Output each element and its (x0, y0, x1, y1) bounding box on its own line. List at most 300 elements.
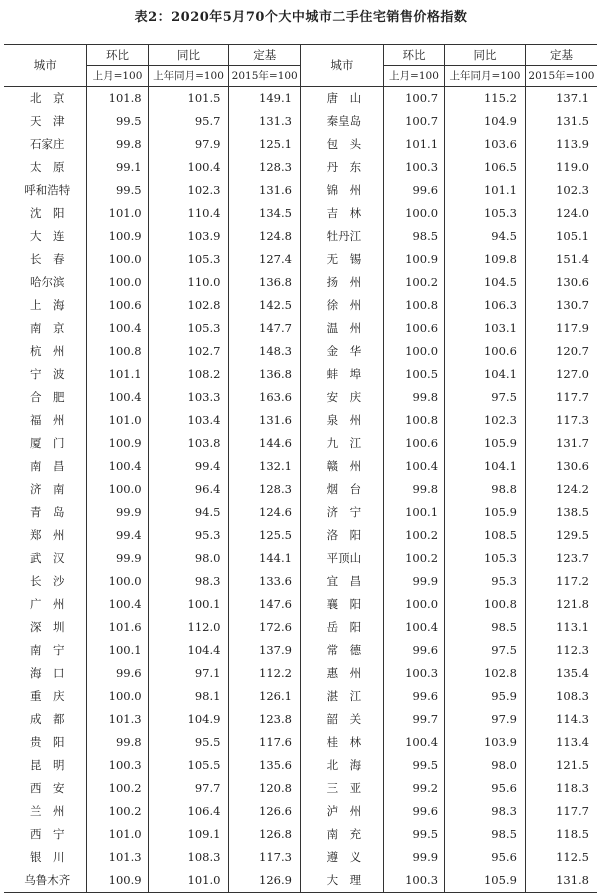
tb-value-left: 103.9 (148, 225, 229, 248)
tb-value-left: 101.0 (148, 869, 229, 893)
city-left: 深 圳 (29, 620, 65, 634)
dj-value-left: 148.3 (229, 340, 301, 363)
city-right: 泉 州 (300, 409, 383, 432)
price-index-table (4, 44, 597, 893)
hb-value-left: 100.4 (87, 455, 148, 478)
tb-value-left: 101.5 (148, 87, 229, 111)
city-right: 湛 江 (300, 685, 383, 708)
city-left: 太 原 (29, 160, 65, 174)
table-row (4, 754, 597, 777)
dj-header-right: 定基 (525, 45, 597, 66)
city-left: 南 宁 (29, 643, 65, 657)
hb-value-left: 100.0 (87, 685, 148, 708)
hb-value-right: 100.4 (383, 455, 444, 478)
city-left: 天 津 (29, 114, 65, 128)
city-right: 三 亚 (300, 777, 383, 800)
hb-value-left: 99.8 (87, 133, 148, 156)
tb-value-right: 106.5 (445, 156, 526, 179)
tb-value-left: 103.4 (148, 409, 229, 432)
hb-value-left: 100.9 (87, 869, 148, 893)
dj-value-left: 123.8 (229, 708, 301, 731)
hb-value-left: 101.0 (87, 823, 148, 846)
tb-value-left: 106.4 (148, 800, 229, 823)
tb-value-right: 103.6 (445, 133, 526, 156)
hb-value-right: 100.2 (383, 271, 444, 294)
hb-value-left: 100.2 (87, 800, 148, 823)
tb-value-right: 98.5 (445, 616, 526, 639)
tb-value-right: 95.6 (445, 846, 526, 869)
dj-value-left: 172.6 (229, 616, 301, 639)
city-right: 徐 州 (300, 294, 383, 317)
dj-value-left: 125.1 (229, 133, 301, 156)
tb-value-right: 104.5 (445, 271, 526, 294)
dj-value-right: 138.5 (525, 501, 597, 524)
tb-value-left: 110.0 (148, 271, 229, 294)
city-right: 丹 东 (300, 156, 383, 179)
hb-value-left: 100.6 (87, 294, 148, 317)
dj-value-right: 129.5 (525, 524, 597, 547)
dj-value-left: 144.1 (229, 547, 301, 570)
dj-header-left: 定基 (229, 45, 301, 66)
tb-value-left: 102.7 (148, 340, 229, 363)
dj-value-right: 137.1 (525, 87, 597, 111)
hb-value-right: 99.8 (383, 478, 444, 501)
dj-value-right: 118.3 (525, 777, 597, 800)
table-row (4, 639, 597, 662)
city-right: 南 充 (300, 823, 383, 846)
table-row (4, 731, 597, 754)
tb-value-right: 104.9 (445, 110, 526, 133)
hb-value-right: 99.5 (383, 754, 444, 777)
hb-value-right: 100.0 (383, 340, 444, 363)
table-row (4, 823, 597, 846)
dj-value-right: 123.7 (525, 547, 597, 570)
table-row (4, 271, 597, 294)
table-row (4, 294, 597, 317)
tb-value-right: 97.9 (445, 708, 526, 731)
tb-value-left: 104.9 (148, 708, 229, 731)
hb-value-left: 100.0 (87, 478, 148, 501)
dj-value-left: 126.6 (229, 800, 301, 823)
dj-value-right: 117.2 (525, 570, 597, 593)
hb-value-left: 100.8 (87, 340, 148, 363)
dj-value-right: 119.0 (525, 156, 597, 179)
hb-value-left: 100.9 (87, 225, 148, 248)
city-left: 大 连 (29, 229, 65, 243)
tb-value-left: 105.3 (148, 248, 229, 271)
tb-value-right: 102.3 (445, 409, 526, 432)
table-row (4, 87, 597, 111)
tb-base-right: 上年同月=100 (445, 66, 526, 87)
tb-value-right: 103.1 (445, 317, 526, 340)
hb-value-right: 100.7 (383, 87, 444, 111)
dj-value-left: 120.8 (229, 777, 301, 800)
city-left: 海 口 (29, 666, 65, 680)
table-row (4, 685, 597, 708)
tb-value-right: 95.9 (445, 685, 526, 708)
table-title: 表2：2020年5月70个大中城市二手住宅销售价格指数 (134, 10, 468, 25)
tb-value-right: 106.3 (445, 294, 526, 317)
hb-value-right: 100.3 (383, 156, 444, 179)
dj-value-left: 147.7 (229, 317, 301, 340)
tb-header-left: 同比 (148, 45, 229, 66)
dj-value-right: 121.5 (525, 754, 597, 777)
table-row (4, 225, 597, 248)
table-row (4, 708, 597, 731)
city-left: 重 庆 (29, 689, 65, 703)
city-left: 乌鲁木齐 (4, 869, 87, 893)
dj-value-left: 137.9 (229, 639, 301, 662)
tb-value-left: 108.3 (148, 846, 229, 869)
table-row (4, 455, 597, 478)
tb-base-left: 上年同月=100 (148, 66, 229, 87)
tb-value-right: 98.8 (445, 478, 526, 501)
city-right: 平顶山 (300, 547, 383, 570)
dj-value-right: 130.7 (525, 294, 597, 317)
hb-value-left: 99.9 (87, 547, 148, 570)
tb-value-left: 97.7 (148, 777, 229, 800)
table-row (4, 432, 597, 455)
hb-value-left: 101.3 (87, 708, 148, 731)
hb-value-left: 101.0 (87, 409, 148, 432)
hb-value-right: 99.5 (383, 823, 444, 846)
tb-value-left: 112.0 (148, 616, 229, 639)
table-row (4, 202, 597, 225)
hb-value-left: 101.0 (87, 202, 148, 225)
header-row-top (4, 45, 597, 66)
table-row (4, 524, 597, 547)
table-row (4, 570, 597, 593)
tb-value-right: 98.3 (445, 800, 526, 823)
tb-value-left: 98.3 (148, 570, 229, 593)
hb-value-right: 98.5 (383, 225, 444, 248)
dj-value-right: 113.4 (525, 731, 597, 754)
dj-value-right: 112.5 (525, 846, 597, 869)
tb-value-right: 104.1 (445, 363, 526, 386)
tb-value-left: 102.8 (148, 294, 229, 317)
table-row (4, 363, 597, 386)
hb-base-right: 上月=100 (383, 66, 444, 87)
hb-value-right: 99.9 (383, 846, 444, 869)
hb-value-right: 99.7 (383, 708, 444, 731)
dj-value-left: 128.3 (229, 478, 301, 501)
city-right: 惠 州 (300, 662, 383, 685)
city-left: 长 沙 (29, 574, 65, 588)
dj-value-right: 131.5 (525, 110, 597, 133)
hb-value-right: 99.6 (383, 639, 444, 662)
city-right: 秦皇岛 (300, 110, 383, 133)
dj-value-left: 136.8 (229, 271, 301, 294)
city-right: 扬 州 (300, 271, 383, 294)
city-left: 北 京 (29, 91, 65, 105)
hb-value-right: 99.6 (383, 800, 444, 823)
dj-value-right: 121.8 (525, 593, 597, 616)
city-right: 常 德 (300, 639, 383, 662)
hb-value-right: 99.6 (383, 685, 444, 708)
tb-value-left: 103.8 (148, 432, 229, 455)
city-right: 牡丹江 (300, 225, 383, 248)
dj-value-left: 117.3 (229, 846, 301, 869)
tb-value-right: 104.1 (445, 455, 526, 478)
hb-value-left: 100.9 (87, 432, 148, 455)
table-row (4, 846, 597, 869)
tb-value-left: 103.3 (148, 386, 229, 409)
hb-value-right: 100.4 (383, 731, 444, 754)
city-right: 蚌 埠 (300, 363, 383, 386)
dj-value-left: 126.8 (229, 823, 301, 846)
tb-value-right: 105.3 (445, 202, 526, 225)
tb-value-left: 97.9 (148, 133, 229, 156)
city-right: 洛 阳 (300, 524, 383, 547)
tb-value-left: 94.5 (148, 501, 229, 524)
table-row (4, 662, 597, 685)
hb-header-right: 环比 (383, 45, 444, 66)
tb-value-right: 98.5 (445, 823, 526, 846)
table-row (4, 156, 597, 179)
dj-value-right: 124.0 (525, 202, 597, 225)
dj-value-right: 105.1 (525, 225, 597, 248)
table-row (4, 800, 597, 823)
city-left: 上 海 (29, 298, 65, 312)
dj-value-right: 131.8 (525, 869, 597, 893)
table-row (4, 869, 597, 893)
city-left: 厦 门 (29, 436, 65, 450)
dj-base-right: 2015年=100 (525, 66, 597, 87)
city-right: 赣 州 (300, 455, 383, 478)
city-header-left: 城市 (4, 45, 87, 87)
hb-header-left: 环比 (87, 45, 148, 66)
dj-value-left: 163.6 (229, 386, 301, 409)
table-row (4, 179, 597, 202)
dj-value-left: 136.8 (229, 363, 301, 386)
city-left: 兰 州 (29, 804, 65, 818)
city-right: 包 头 (300, 133, 383, 156)
city-right: 宜 昌 (300, 570, 383, 593)
dj-value-right: 130.6 (525, 455, 597, 478)
city-right: 烟 台 (300, 478, 383, 501)
tb-value-right: 115.2 (445, 87, 526, 111)
city-left: 昆 明 (29, 758, 65, 772)
dj-value-right: 112.3 (525, 639, 597, 662)
dj-value-left: 126.1 (229, 685, 301, 708)
hb-value-left: 99.8 (87, 731, 148, 754)
tb-value-left: 98.0 (148, 547, 229, 570)
hb-value-right: 100.2 (383, 524, 444, 547)
dj-value-left: 133.6 (229, 570, 301, 593)
tb-value-left: 100.4 (148, 156, 229, 179)
table-body (4, 87, 597, 893)
dj-value-right: 113.1 (525, 616, 597, 639)
city-right: 襄 阳 (300, 593, 383, 616)
tb-value-right: 105.9 (445, 432, 526, 455)
city-left: 郑 州 (29, 528, 65, 542)
dj-value-left: 135.6 (229, 754, 301, 777)
hb-value-right: 100.1 (383, 501, 444, 524)
tb-value-right: 94.5 (445, 225, 526, 248)
dj-value-right: 151.4 (525, 248, 597, 271)
dj-value-left: 125.5 (229, 524, 301, 547)
city-left: 福 州 (29, 413, 65, 427)
dj-value-left: 132.1 (229, 455, 301, 478)
city-left: 南 昌 (29, 459, 65, 473)
tb-value-right: 97.5 (445, 639, 526, 662)
dj-value-left: 131.3 (229, 110, 301, 133)
city-left: 贵 阳 (29, 735, 65, 749)
city-left: 济 南 (29, 482, 65, 496)
tb-value-right: 103.9 (445, 731, 526, 754)
table-row (4, 593, 597, 616)
city-right: 大 理 (300, 869, 383, 893)
table-row (4, 110, 597, 133)
dj-value-left: 131.6 (229, 179, 301, 202)
tb-value-left: 108.2 (148, 363, 229, 386)
hb-value-right: 99.8 (383, 386, 444, 409)
city-right: 岳 阳 (300, 616, 383, 639)
hb-value-right: 100.6 (383, 432, 444, 455)
city-left: 银 川 (29, 850, 65, 864)
hb-value-right: 100.3 (383, 869, 444, 893)
hb-value-left: 99.4 (87, 524, 148, 547)
hb-value-right: 100.2 (383, 547, 444, 570)
dj-value-right: 117.9 (525, 317, 597, 340)
tb-value-right: 97.5 (445, 386, 526, 409)
hb-value-right: 101.1 (383, 133, 444, 156)
dj-base-left: 2015年=100 (229, 66, 301, 87)
dj-value-right: 108.3 (525, 685, 597, 708)
hb-value-right: 100.0 (383, 593, 444, 616)
city-left: 呼和浩特 (24, 183, 71, 197)
tb-value-left: 95.5 (148, 731, 229, 754)
tb-value-left: 105.5 (148, 754, 229, 777)
dj-value-right: 118.5 (525, 823, 597, 846)
dj-value-left: 117.6 (229, 731, 301, 754)
dj-value-right: 120.7 (525, 340, 597, 363)
city-right: 遵 义 (300, 846, 383, 869)
tb-value-right: 100.8 (445, 593, 526, 616)
hb-value-left: 99.5 (87, 179, 148, 202)
hb-value-right: 100.0 (383, 202, 444, 225)
dj-value-left: 126.9 (229, 869, 301, 893)
dj-value-right: 124.2 (525, 478, 597, 501)
tb-value-left: 99.4 (148, 455, 229, 478)
hb-value-left: 100.1 (87, 639, 148, 662)
dj-value-left: 149.1 (229, 87, 301, 111)
tb-value-left: 96.4 (148, 478, 229, 501)
table-row (4, 340, 597, 363)
hb-value-right: 100.3 (383, 662, 444, 685)
hb-value-right: 100.9 (383, 248, 444, 271)
hb-value-left: 100.3 (87, 754, 148, 777)
hb-value-left: 100.4 (87, 593, 148, 616)
city-right: 唐 山 (300, 87, 383, 111)
tb-value-left: 110.4 (148, 202, 229, 225)
city-left: 合 肥 (29, 390, 65, 404)
hb-value-left: 99.5 (87, 110, 148, 133)
hb-value-left: 99.9 (87, 501, 148, 524)
hb-value-right: 100.8 (383, 409, 444, 432)
hb-value-right: 100.5 (383, 363, 444, 386)
table-row (4, 409, 597, 432)
city-right: 温 州 (300, 317, 383, 340)
hb-value-right: 99.9 (383, 570, 444, 593)
hb-value-right: 100.7 (383, 110, 444, 133)
hb-value-left: 99.1 (87, 156, 148, 179)
tb-value-right: 105.3 (445, 547, 526, 570)
dj-value-right: 130.6 (525, 271, 597, 294)
tb-value-right: 105.9 (445, 869, 526, 893)
hb-value-left: 101.6 (87, 616, 148, 639)
table-row (4, 501, 597, 524)
tb-value-right: 95.3 (445, 570, 526, 593)
table-row (4, 547, 597, 570)
dj-value-left: 112.2 (229, 662, 301, 685)
hb-value-right: 99.2 (383, 777, 444, 800)
hb-value-left: 100.0 (87, 248, 148, 271)
table-row (4, 248, 597, 271)
dj-value-left: 144.6 (229, 432, 301, 455)
city-left: 哈尔滨 (29, 275, 65, 289)
hb-value-left: 101.8 (87, 87, 148, 111)
tb-value-right: 101.1 (445, 179, 526, 202)
city-right: 锦 州 (300, 179, 383, 202)
dj-value-left: 147.6 (229, 593, 301, 616)
tb-value-left: 109.1 (148, 823, 229, 846)
dj-value-right: 113.9 (525, 133, 597, 156)
city-left: 宁 波 (29, 367, 65, 381)
city-right: 安 庆 (300, 386, 383, 409)
city-left: 青 岛 (29, 505, 65, 519)
tb-value-left: 105.3 (148, 317, 229, 340)
hb-value-right: 99.6 (383, 179, 444, 202)
city-right: 吉 林 (300, 202, 383, 225)
tb-value-right: 109.8 (445, 248, 526, 271)
hb-value-right: 100.4 (383, 616, 444, 639)
dj-value-left: 131.6 (229, 409, 301, 432)
tb-value-left: 100.1 (148, 593, 229, 616)
dj-value-right: 102.3 (525, 179, 597, 202)
hb-value-left: 100.0 (87, 570, 148, 593)
city-left: 西 安 (29, 781, 65, 795)
hb-value-left: 99.6 (87, 662, 148, 685)
dj-value-right: 127.0 (525, 363, 597, 386)
city-right: 北 海 (300, 754, 383, 777)
city-right: 泸 州 (300, 800, 383, 823)
table-row (4, 386, 597, 409)
city-right: 无 锡 (300, 248, 383, 271)
tb-value-left: 97.1 (148, 662, 229, 685)
tb-value-left: 98.1 (148, 685, 229, 708)
dj-value-left: 142.5 (229, 294, 301, 317)
city-right: 九 江 (300, 432, 383, 455)
tb-value-left: 102.3 (148, 179, 229, 202)
tb-value-right: 102.8 (445, 662, 526, 685)
dj-value-right: 131.7 (525, 432, 597, 455)
dj-value-left: 124.8 (229, 225, 301, 248)
tb-value-left: 95.3 (148, 524, 229, 547)
dj-value-left: 128.3 (229, 156, 301, 179)
hb-value-left: 100.4 (87, 386, 148, 409)
city-right: 金 华 (300, 340, 383, 363)
dj-value-right: 135.4 (525, 662, 597, 685)
tb-value-right: 108.5 (445, 524, 526, 547)
tb-value-right: 105.9 (445, 501, 526, 524)
dj-value-left: 124.6 (229, 501, 301, 524)
table-row (4, 777, 597, 800)
city-left: 广 州 (29, 597, 65, 611)
city-left: 武 汉 (29, 551, 65, 565)
table-row (4, 478, 597, 501)
tb-header-right: 同比 (445, 45, 526, 66)
